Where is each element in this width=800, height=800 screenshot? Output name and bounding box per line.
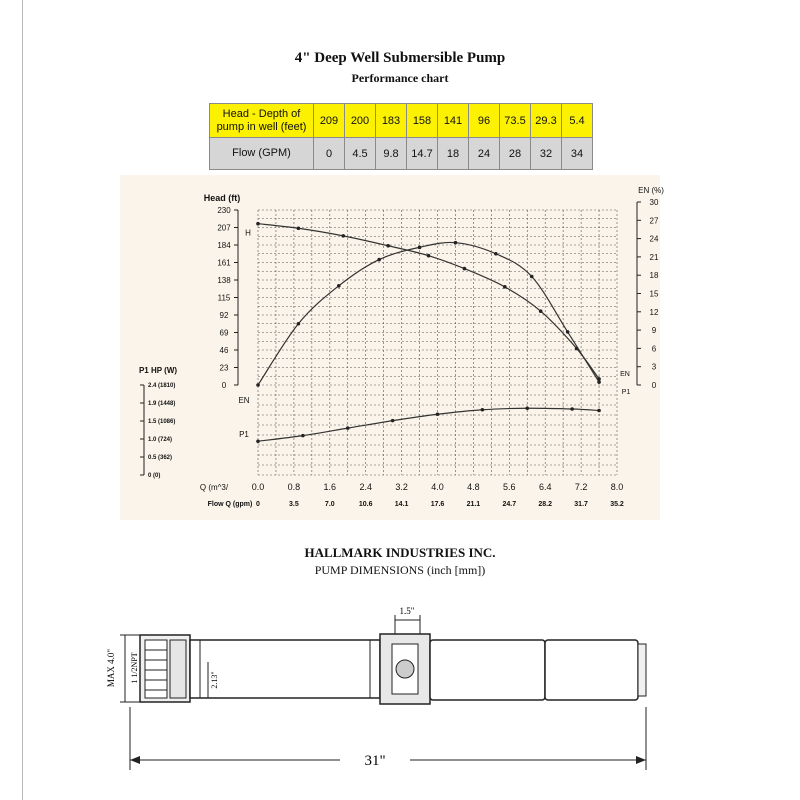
data-point <box>337 284 341 288</box>
x-tick-label: 1.6 <box>323 482 337 492</box>
x-tick-label: 5.6 <box>503 482 516 492</box>
table-cell: 0 <box>314 138 345 170</box>
data-point <box>391 419 395 423</box>
data-point <box>539 309 543 313</box>
chart-title: 4" Deep Well Submersible Pump <box>294 50 506 66</box>
data-point <box>301 434 305 438</box>
data-point <box>494 252 498 256</box>
data-point <box>377 258 381 262</box>
x2-tick-label: 24.7 <box>502 501 517 508</box>
head-tick-label: 46 <box>219 346 229 355</box>
x2-tick-label: 7.0 <box>324 501 335 508</box>
table-cell: 9.8 <box>376 138 407 170</box>
table-cell: 32 <box>531 138 562 170</box>
head-tick-label: 69 <box>219 328 229 338</box>
company-name: HALLMARK INDUSTRIES INC. <box>304 545 496 560</box>
x2-tick-label: 10.6 <box>358 501 373 508</box>
data-point <box>297 322 301 326</box>
x2-tick-label: 21.1 <box>466 501 481 508</box>
x-tick-label: 4.8 <box>467 482 480 492</box>
data-point <box>436 412 440 416</box>
power-tick-label: 1.0 (724) <box>148 437 173 443</box>
x2-axis-label: Flow Q (gpm) <box>207 501 253 508</box>
data-point <box>503 285 507 289</box>
diameter-dimension: MAX 4.0" <box>106 648 116 688</box>
x-tick-label: 7.2 <box>574 482 588 492</box>
table-cell: 5.4 <box>562 104 593 138</box>
table-cell: 158 <box>407 104 438 138</box>
data-point <box>530 275 534 279</box>
data-point <box>525 406 529 410</box>
table-cell: 34 <box>562 138 593 170</box>
data-point <box>341 234 345 238</box>
power-curve-label: P1 <box>239 430 249 439</box>
table-cell: 28 <box>500 138 531 170</box>
x2-tick-label: 35.2 <box>610 501 624 508</box>
data-point <box>597 409 601 413</box>
performance-chart <box>0 175 800 520</box>
table-cell: 4.5 <box>345 138 376 170</box>
length-dimension: 31" <box>364 753 386 769</box>
head-tick-label: 23 <box>219 363 229 373</box>
data-point <box>454 241 458 245</box>
data-point <box>427 254 431 258</box>
eff-axis-label: EN (%) <box>638 186 664 195</box>
eff-tick-label: 15 <box>649 289 659 299</box>
data-point <box>463 267 467 271</box>
table-row-flow <box>210 138 593 170</box>
x2-tick-label: 17.6 <box>430 501 445 508</box>
head-tick-label: 138 <box>217 276 231 285</box>
table-cell: 141 <box>438 104 469 138</box>
pump-drawing <box>0 600 800 800</box>
power-axis-label: P1 HP (W) <box>138 366 178 375</box>
data-point <box>570 407 574 411</box>
head-tick-label: 115 <box>217 293 231 303</box>
eff-tick-label: 24 <box>649 234 659 244</box>
table-cell: 73.5 <box>500 104 531 138</box>
data-point <box>386 244 390 248</box>
power-tick-label: 0.5 (362) <box>148 455 173 461</box>
eff-tick-label: 3 <box>651 362 657 372</box>
performance-table <box>209 103 593 170</box>
chart-subtitle: Performance chart <box>351 71 449 85</box>
eff-tick-label: 0 <box>651 381 657 390</box>
x2-tick-label: 14.1 <box>394 501 409 508</box>
eff-curve-label-right: EN <box>620 371 630 378</box>
head-tick-label: 207 <box>217 223 231 233</box>
x-tick-label: 4.0 <box>431 482 444 492</box>
data-point <box>597 380 601 384</box>
power-tick-label: 1.9 (1448) <box>148 401 176 407</box>
x-tick-label: 2.4 <box>359 482 372 492</box>
power-tick-label: 1.5 (1086) <box>148 419 176 425</box>
x-tick-label: 0.8 <box>287 482 301 492</box>
coupling-dimension: 1.5" <box>399 606 415 616</box>
outlet-dimension: 1 1/2NPT <box>130 652 139 684</box>
data-point <box>346 426 350 430</box>
data-point <box>566 330 570 334</box>
eff-tick-label: 27 <box>649 216 659 226</box>
table-cell: 96 <box>469 104 500 138</box>
data-point <box>481 408 485 412</box>
x-tick-label: 8.0 <box>610 482 624 492</box>
table-cell: 24 <box>469 138 500 170</box>
table-header-head: Head - Depth of pump in well (feet) <box>210 104 314 138</box>
table-cell: 18 <box>438 138 469 170</box>
dimensions-title: PUMP DIMENSIONS (inch [mm]) <box>314 563 486 577</box>
head-axis-label: Head (ft) <box>203 193 241 203</box>
eff-tick-label: 12 <box>649 307 659 317</box>
chart-background <box>120 175 660 520</box>
x-tick-label: 6.4 <box>538 482 552 492</box>
eff-curve-label: EN <box>238 396 250 405</box>
head-tick-label: 161 <box>217 258 231 268</box>
eff-tick-label: 9 <box>651 326 657 336</box>
x2-tick-label: 28.2 <box>538 501 553 508</box>
x-tick-label: 3.2 <box>395 482 408 492</box>
pump-body <box>140 634 646 704</box>
data-point <box>256 439 260 443</box>
eff-tick-label: 6 <box>651 344 657 354</box>
power-tick-label: 0 (0) <box>148 473 161 479</box>
eff-tick-label: 21 <box>649 252 659 262</box>
data-point <box>256 222 260 226</box>
table-cell: 183 <box>376 104 407 138</box>
table-row-head <box>210 104 593 138</box>
data-point <box>418 246 422 250</box>
table-header-flow: Flow (GPM) <box>210 138 314 170</box>
x2-tick-label: 3.5 <box>289 501 299 508</box>
data-point <box>297 226 301 230</box>
power-tick-label: 2.4 (1810) <box>148 383 176 389</box>
x2-tick-label: 0 <box>256 501 260 508</box>
head-tick-label: 0 <box>221 381 227 390</box>
head-tick-label: 230 <box>217 206 231 215</box>
power-curve-label-right: P1 <box>621 389 631 396</box>
eff-tick-label: 30 <box>649 198 659 207</box>
table-cell: 29.3 <box>531 104 562 138</box>
eff-tick-label: 18 <box>649 271 659 281</box>
x2-tick-label: 31.7 <box>574 501 588 508</box>
table-cell: 209 <box>314 104 345 138</box>
table-cell: 14.7 <box>407 138 438 170</box>
head-curve-label: H <box>245 228 251 238</box>
x-axis-label: Q (m^3/ <box>199 483 229 492</box>
inner-dimension: 2.13" <box>210 671 219 689</box>
data-point <box>256 383 260 387</box>
head-tick-label: 92 <box>219 311 229 320</box>
table-cell: 200 <box>345 104 376 138</box>
x-tick-label: 0.0 <box>251 482 265 492</box>
head-tick-label: 184 <box>217 241 231 250</box>
